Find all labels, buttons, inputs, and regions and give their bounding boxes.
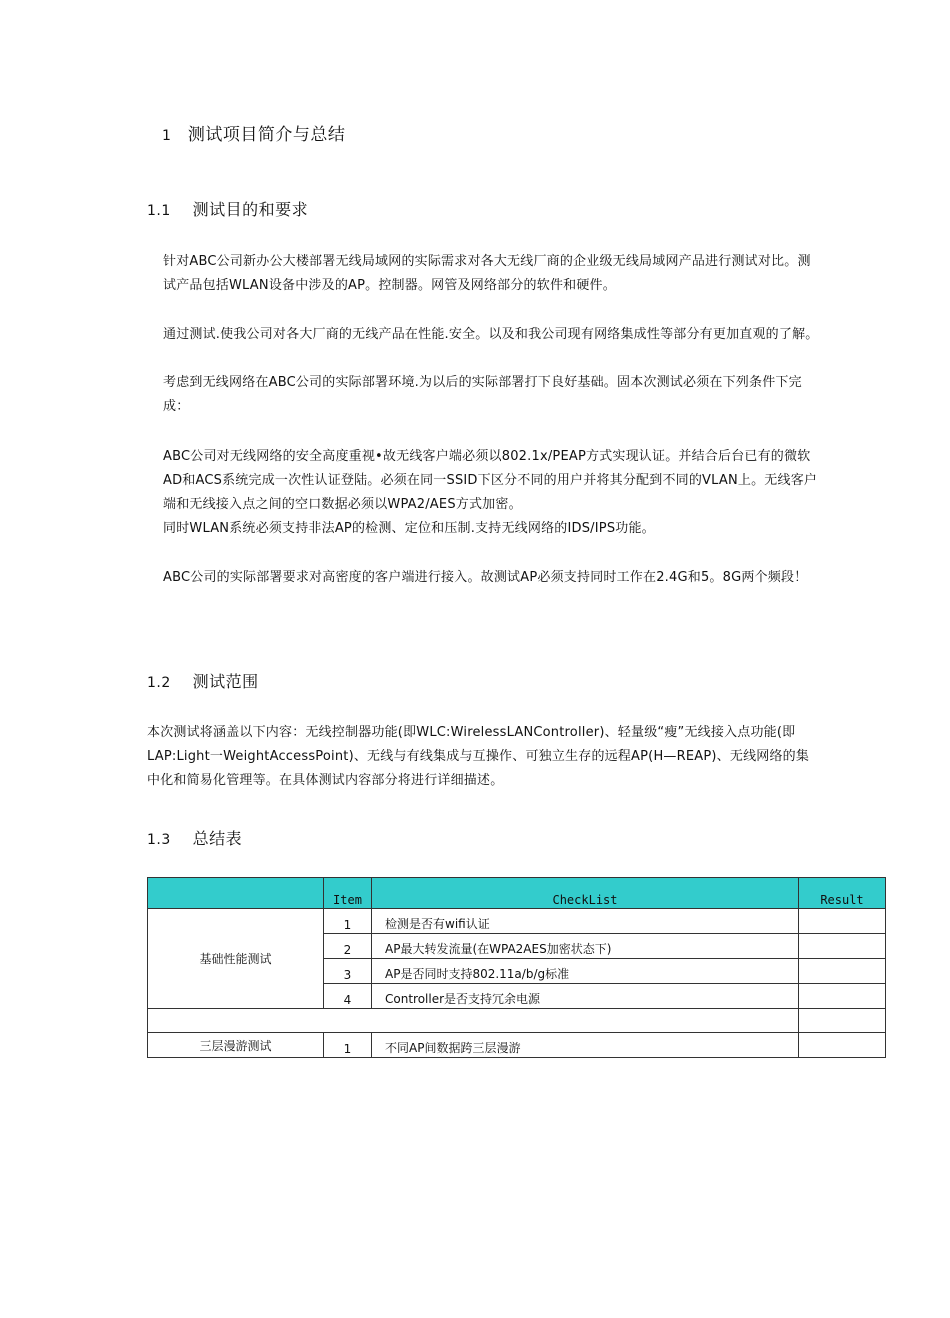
item-cell: 1	[324, 909, 372, 934]
paragraph-line: 同时WLAN系统必须支持非法AP的检测、定位和压制.支持无线网络的IDS/IPS功能。	[163, 521, 655, 536]
checklist-cell: AP最大转发流量(在WPA2AES加密状态下)	[372, 934, 799, 959]
header-checklist: CheckList	[372, 878, 799, 909]
table-spacer-row	[148, 1009, 886, 1033]
paragraph-line: LAP:Light一WeightAccessPoint)、无线与有线集成与互操作、可独立生存的远程AP(H—REAP)、无线网络的集	[147, 749, 810, 764]
section-1-heading	[162, 120, 345, 145]
result-cell[interactable]	[799, 934, 886, 959]
section-1-3-title: 总结表	[192, 829, 243, 848]
paragraph-line: AD和ACS系统完成一次性认证登陆。必须在同一SSID下区分不同的用户并将其分配到不同的VLAN上。无线客户	[163, 473, 818, 488]
section-1-3-heading	[147, 826, 242, 849]
result-cell[interactable]	[799, 909, 886, 934]
paragraph-line: ABC公司的实际部署要求对高密度的客户端进行接入。故测试AP必须支持同时工作在2.4G和5。8G两个频段！	[163, 570, 808, 585]
result-cell[interactable]	[799, 959, 886, 984]
paragraph-goal	[163, 323, 818, 347]
checklist-cell: 检测是否有wifi认证	[372, 909, 799, 934]
paragraph-density	[163, 566, 807, 590]
section-1-1-number: 1.1	[147, 203, 171, 219]
spacer-cell	[148, 1009, 799, 1033]
paragraph-environment	[163, 371, 802, 419]
category-cell: 基础性能测试	[148, 909, 324, 1009]
paragraph-security	[163, 445, 817, 541]
checklist-cell: 不同AP间数据跨三层漫游	[372, 1033, 799, 1058]
header-item: Item	[324, 878, 372, 909]
item-cell: 4	[324, 984, 372, 1009]
paragraph-line: 端和无线接入点之间的空口数据必须以WPA2/AES方式加密。	[163, 497, 522, 512]
item-cell: 3	[324, 959, 372, 984]
section-1-2-title: 测试范围	[192, 672, 259, 691]
section-1-number: 1	[162, 128, 172, 144]
paragraph-line: 试产品包括WLAN设备中涉及的AP。控制器。网管及网络部分的软件和硬件。	[163, 278, 616, 293]
paragraph-line: 考虑到无线网络在ABC公司的实际部署环境.为以后的实际部署打下良好基础。固本次测试必须在下列条件下完	[163, 375, 802, 390]
header-result: Result	[799, 878, 886, 909]
paragraph-scope	[147, 721, 809, 793]
paragraph-line: 中化和简易化管理等。在具体测试内容部分将进行详细描述。	[147, 773, 504, 788]
paragraph-line: 本次测试将涵盖以下内容：无线控制器功能(即WLC:WirelessLANController)、轻量级“瘦”无线接入点功能(即	[147, 725, 796, 740]
result-cell[interactable]	[799, 1033, 886, 1058]
item-cell: 1	[324, 1033, 372, 1058]
paragraph-purpose	[163, 250, 811, 298]
section-1-2-heading	[147, 669, 259, 692]
section-1-2-number: 1.2	[147, 675, 171, 691]
section-1-3-number: 1.3	[147, 832, 171, 848]
paragraph-line: 成：	[163, 399, 190, 414]
table-row	[148, 1033, 886, 1058]
checklist-cell: Controller是否支持冗余电源	[372, 984, 799, 1009]
category-cell: 三层漫游测试	[148, 1033, 324, 1058]
section-1-1-title: 测试目的和要求	[192, 200, 309, 219]
header-category	[148, 878, 324, 909]
paragraph-line: ABC公司对无线网络的安全高度重视•故无线客户端必须以802.1x/PEAP方式实现认证。并结合后台已有的微软	[163, 449, 811, 464]
paragraph-line: 针对ABC公司新办公大楼部署无线局域网的实际需求对各大无线厂商的企业级无线局域网产品进行测试对比。测	[163, 254, 811, 269]
table-row	[148, 909, 886, 934]
checklist-cell: AP是否同时支持802.11a/b/g标准	[372, 959, 799, 984]
section-1-title: 测试项目简介与总结	[187, 125, 346, 145]
item-cell: 2	[324, 934, 372, 959]
spacer-result-cell	[799, 1009, 886, 1033]
section-1-1-heading	[147, 197, 308, 220]
result-cell[interactable]	[799, 984, 886, 1009]
summary-table	[147, 877, 886, 1058]
table-header-row	[148, 878, 886, 909]
paragraph-line: 通过测试.使我公司对各大厂商的无线产品在性能.安全。以及和我公司现有网络集成性等部分有更加直观的了解。	[163, 327, 819, 342]
